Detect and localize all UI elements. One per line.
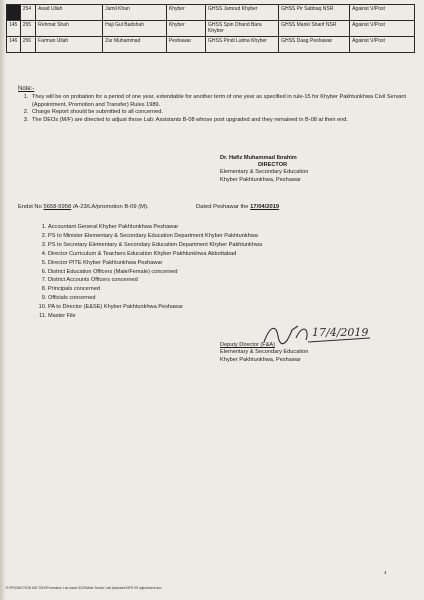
note-item: 1. They will be on probation for a period of one year, extendable for another term of one year as specified in rule-15 for Khyber Pakhtunkhwa Civil Servant (Appointment, Promotion and Transfer) Rules 1989. xyxy=(30,94,410,109)
table-cell-father: Zar Muhammad xyxy=(103,37,167,53)
table-cell-sn: 255 xyxy=(20,21,35,37)
dated-prefix: Dated Peshawar the xyxy=(196,204,251,210)
table-cell-remarks: Against V/Post xyxy=(350,21,415,37)
copy-to-list xyxy=(34,223,388,321)
note-heading: Note:- xyxy=(18,86,35,92)
table-cell-name: Rehmat Shah xyxy=(36,21,103,37)
deputy-director-block xyxy=(220,342,308,364)
table-row xyxy=(7,21,415,37)
list-item: 4. Director Curriculum & Teachers Education Khyber Pakhtunkhwa Abbottabad xyxy=(48,250,388,259)
list-item: 9. Officials concerned xyxy=(48,294,388,303)
page-number: 4 xyxy=(384,570,387,575)
table-cell-father: Haji Gul Badshah xyxy=(103,21,167,37)
director-name: Dr. Hafiz Muhammad Ibrahim xyxy=(220,155,297,161)
table-cell-sn: 256 xyxy=(20,37,35,53)
deputy-line2: Khyber Pakhtunkhwa, Peshawar xyxy=(220,356,301,363)
endst-number: 5658-5958 xyxy=(43,204,72,210)
dated-value: 17/04/2019 xyxy=(250,204,280,210)
endst-suffix: /A-23/LA/promotion B-09 (M). xyxy=(71,204,149,210)
list-item: 7. District Accounts Officers concerned xyxy=(48,276,388,285)
note-item: 3. The DEOs (M/F) are directed to adjust those Lab: Assistants B-08 whose post upgraded and they remained in B-08 at their end. xyxy=(30,117,410,125)
promotion-table xyxy=(6,4,415,53)
table-cell-name: Farman Ullah xyxy=(36,37,103,53)
list-item: 5. Director PITE Khyber Pakhtunkhwa Peshawar xyxy=(48,259,388,268)
list-item: 3. PS to Secretary Elementary & Secondary Education Department Khyber Pakhtunkhwa xyxy=(48,241,388,250)
endorsement-number xyxy=(18,204,149,210)
table-cell-from: GHSS Pindi Lalma Khyber xyxy=(206,37,279,53)
director-title: DIRECTOR xyxy=(258,162,288,169)
director-signature-block xyxy=(220,155,308,184)
table-cell-idx: 145 xyxy=(7,21,21,37)
table-cell-remarks: Against V/Post xyxy=(350,37,415,53)
table-cell-district: Peshawar xyxy=(166,37,205,53)
table-cell-district: Khyber xyxy=(166,5,205,21)
director-line1: Elementary & Secondary Education xyxy=(220,169,309,176)
table-row xyxy=(7,37,415,53)
table-cell-from: GHSS Spin Dhand Bara Khyber xyxy=(206,21,279,37)
list-item: 11. Master File xyxy=(48,312,388,321)
table-cell-idx: 146 xyxy=(7,37,21,53)
table-cell-district: Khyber xyxy=(166,21,205,37)
table-cell-to: GHSS Daag Peshawar xyxy=(279,37,350,53)
endorsement-date xyxy=(196,204,279,210)
table-cell-father: Jamil Khan xyxy=(103,5,167,21)
list-item: 10. PA to Director (E&SE) Khyber Pakhtunkhwa Peshawar xyxy=(48,303,388,312)
handwritten-date: 17/4/2019 xyxy=(312,326,369,339)
note-item: 2. Charge Report should be submitted to all concerned. xyxy=(30,109,410,117)
table-row xyxy=(7,5,415,21)
row-marker xyxy=(7,5,21,21)
table-cell-name: Asad Ullah xyxy=(36,5,103,21)
list-item: 8. Principals concerned xyxy=(48,285,388,294)
footer-file-path: E:\PROMOTION MS 2019\Promotion Lab Asstt 2019\Male Senior Lab Assistant BPS 09 adjustment.doc xyxy=(6,586,162,590)
list-item: 1. Accountant General Khyber Pakhtunkhwa Peshawar xyxy=(48,223,388,232)
director-line2: Khyber Pakhtunkhwa, Peshawar xyxy=(220,176,301,183)
table-cell-to: GHSS Pir Sabbaq NSR xyxy=(279,5,350,21)
table-cell-remarks: Against V/Post xyxy=(350,5,415,21)
list-item: 6. District Education Officers (Male/Female) concerned xyxy=(48,268,388,277)
deputy-line1: Elementary & Secondary Education xyxy=(220,349,309,356)
table-cell-from: GHSS Jamrud Khyber xyxy=(206,5,279,21)
notes-list xyxy=(16,94,410,124)
table-cell-to: GHSS Manki Sharif NSR xyxy=(279,21,350,37)
page-edge-shadow xyxy=(0,0,6,600)
deputy-title: Deputy Director (F&A) xyxy=(220,342,276,348)
table-cell-sn: 254 xyxy=(20,5,35,21)
endst-prefix: Endst No xyxy=(18,204,44,210)
list-item: 2. PS to Minister Elementary & Secondary Education Department Khyber Pakhtunkhwa xyxy=(48,232,388,241)
